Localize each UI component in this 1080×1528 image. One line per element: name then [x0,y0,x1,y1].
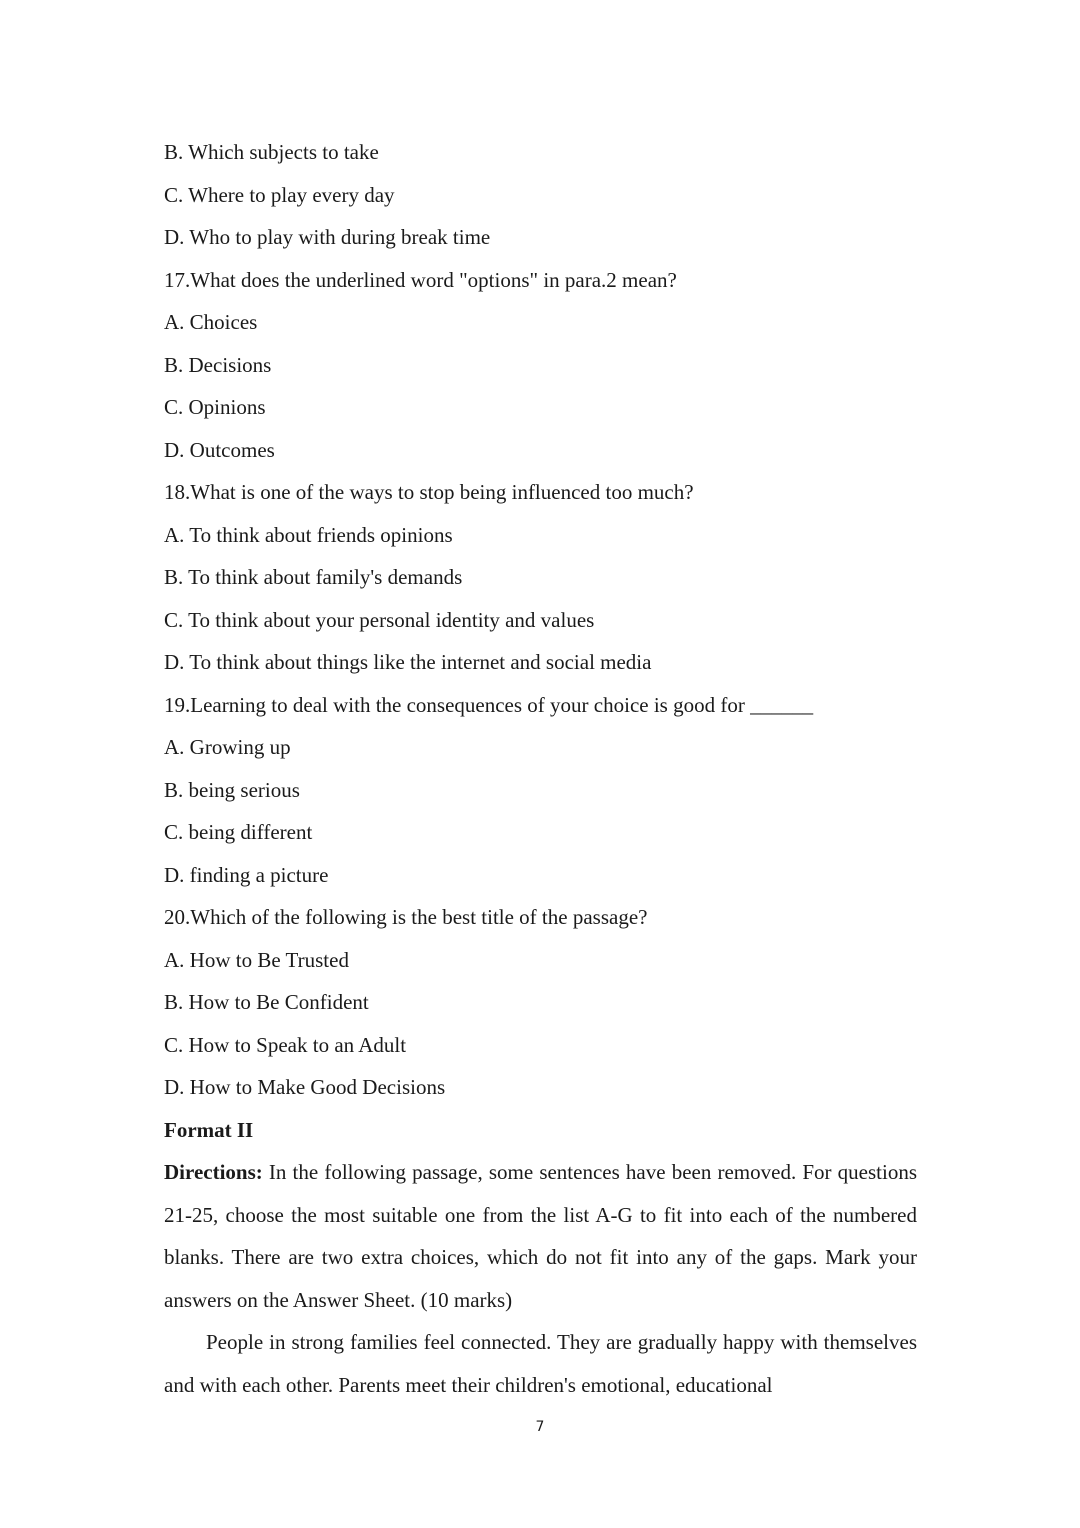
directions-label: Directions: [164,1160,263,1184]
q19-option-b: B. being serious [164,777,300,802]
q18-option-c: C. To think about your personal identity and values [164,607,595,632]
q19-question: 19.Learning to deal with the consequences of your choice is good for ______ [164,692,814,717]
q16-option-c: C. Where to play every day [164,182,395,207]
q19-option-c: C. being different [164,820,313,844]
q16-option-b: B. Which subjects to take [164,140,379,164]
q17-option-d: D. Outcomes [164,437,275,462]
q20-option-a: A. How to Be Trusted [164,947,349,972]
q18-option-a: A. To think about friends opinions [164,522,453,547]
q17-option-c: C. Opinions [164,395,266,419]
q19-option-a: A. Growing up [164,735,291,759]
q20-question: 20.Which of the following is the best title of the passage? [164,905,648,929]
format-2-heading: Format II [164,1117,254,1142]
directions-paragraph [164,1151,917,1321]
directions-text: In the following passage, some sentences have been removed. For questions 21-25, choose the most suitable one from the list A-G to fit into each of the numbered blanks. There are two extra choices, which do not fit into any of the gaps. Mark your answers on the Answer Sheet. (10 marks) [164,1160,917,1312]
q20-option-c: C. How to Speak to an Adult [164,1032,407,1057]
q18-option-d: D. To think about things like the internet and social media [164,650,652,674]
q17-option-a: A. Choices [164,310,258,334]
q20-option-d: D. How to Make Good Decisions [164,1075,446,1099]
q20-option-b: B. How to Be Confident [164,990,369,1014]
q16-option-d: D. Who to play with during break time [164,225,491,249]
q17-option-b: B. Decisions [164,352,272,377]
q17-question: 17.What does the underlined word "options" in para.2 mean? [164,267,677,292]
page-content [164,131,917,1406]
q19-option-d: D. finding a picture [164,862,329,887]
q18-option-b: B. To think about family's demands [164,565,463,589]
q18-question: 18.What is one of the ways to stop being influenced too much? [164,480,694,504]
passage-paragraph: People in strong families feel connected. They are gradually happy with themselves and with each other. Parents meet their children's emotional, educational [164,1330,917,1397]
page-number: 7 [535,1419,545,1435]
